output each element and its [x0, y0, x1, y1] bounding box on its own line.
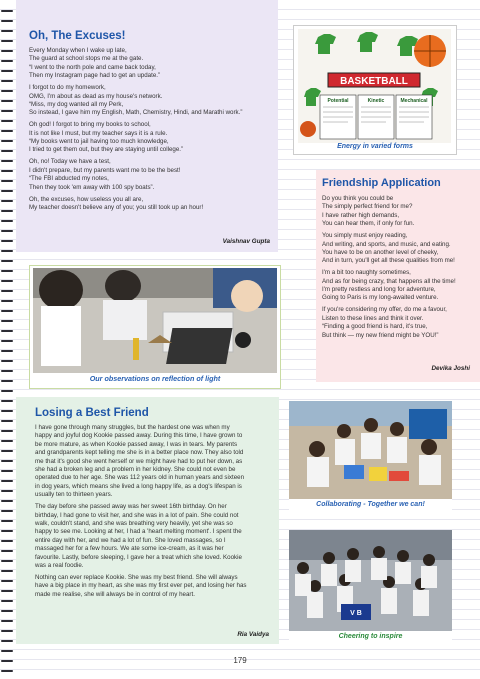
text-line: Then my Instagram page had to get an update.”	[29, 72, 161, 80]
spiral-ring	[1, 540, 13, 542]
spiral-ring	[1, 480, 13, 482]
text-line: You simply must enjoy reading,	[322, 232, 408, 240]
paragraph	[322, 232, 478, 266]
friendship-panel	[316, 170, 480, 382]
spiral-ring	[1, 620, 13, 622]
spiral-ring	[1, 590, 13, 592]
text-line: Oh god! I forgot to bring my books to school,	[29, 121, 151, 129]
spiral-ring	[1, 110, 13, 112]
losing-title: Losing a Best Friend	[35, 407, 149, 419]
reflection-photo-frame	[29, 265, 281, 389]
text-line: happy and joyful dog Kookie passed away. During this time, I have grown to	[35, 432, 243, 440]
text-line: be more mature, as when Kookie passed away, I was in tears. My parents	[35, 440, 238, 448]
spiral-ring	[1, 260, 13, 262]
spiral-ring	[1, 320, 13, 322]
page-number: 179	[233, 656, 247, 665]
cheer-photo-frame	[289, 530, 452, 646]
spiral-ring	[1, 90, 13, 92]
spiral-ring	[1, 170, 13, 172]
text-line: And in turn, you'll get all these qualities from me!	[322, 257, 455, 265]
spiral-ring	[1, 600, 13, 602]
text-line: I forgot to do my homework,	[29, 84, 106, 92]
text-line: Every Monday when I wake up late,	[29, 47, 127, 54]
text-line: The day before she passed away was her sweet 16th birthday. On her	[35, 503, 227, 511]
text-line: in dog years, which means she lived a long happy life, as a dog's lifespan is	[35, 482, 242, 490]
spiral-ring	[1, 630, 13, 632]
spiral-ring	[1, 410, 13, 412]
text-line: walk, couldn't stand, and she was breathing very heavily, yet she was so	[35, 519, 233, 527]
text-line: So instead, I gave him my English, Math, Chemistry, Hindi, and Marathi work.”	[29, 109, 243, 117]
text-line: usually ten to thirteen years.	[35, 491, 113, 499]
text-line: It is not like I must, but my teacher says it is a rule.	[29, 129, 168, 137]
spiral-ring	[1, 450, 13, 452]
text-line: I tried to get them out, but they are staying until college.”	[29, 146, 184, 154]
text-line: entire day with her, and we had a lot of fun. She loved massages, so I	[35, 536, 226, 544]
spiral-ring	[1, 340, 13, 342]
paragraph	[29, 158, 273, 192]
text-line: operated due to her age. She was 112 years old in human years and sixteen	[35, 474, 245, 482]
spiral-ring	[1, 430, 13, 432]
paragraph	[29, 121, 273, 155]
losing-story	[35, 424, 277, 603]
spiral-ring	[1, 190, 13, 192]
spiral-ring	[1, 530, 13, 532]
text-line: I'm pretty restless and long for adventure,	[322, 286, 436, 294]
poster-col1-text: Potential	[327, 98, 349, 104]
friendship-title: Friendship Application	[322, 177, 441, 189]
text-line: And as for being crazy, that happens all the time!	[322, 277, 456, 285]
paragraph	[35, 424, 277, 500]
text-line: Oh, no! Today we have a test,	[29, 158, 111, 166]
collab-students-photo	[289, 401, 452, 499]
text-line: birthday, I had gone to visit her, and she was in a lot of pain. She could not	[35, 511, 239, 519]
paragraph	[29, 84, 273, 118]
spiral-ring	[1, 370, 13, 372]
text-line: was a real foodie.	[35, 562, 84, 569]
spiral-ring	[1, 670, 13, 672]
text-line: My teacher doesn't believe any of you; you still took up an hour!	[29, 203, 204, 211]
spiral-ring	[1, 280, 13, 282]
text-line: Oh, the excuses, how useless you all are,	[29, 195, 144, 203]
spiral-ring	[1, 220, 13, 222]
spiral-ring	[1, 470, 13, 472]
text-line: happy to see me. Looking at her, I had a 'heart melting moment'. I spent the	[35, 528, 242, 536]
excuses-poem	[29, 47, 273, 216]
spiral-ring	[1, 640, 13, 642]
spiral-ring	[1, 550, 13, 552]
spiral-ring	[1, 80, 13, 82]
spiral-ring	[1, 310, 13, 312]
basketball-photo-frame	[293, 25, 457, 155]
text-line: The guard at school stops me at the gate.	[29, 55, 144, 63]
paragraph	[322, 306, 478, 340]
paragraph	[35, 574, 277, 599]
text-line: and grandparents kept telling me she is in a better place now. They also told	[35, 449, 244, 457]
spiral-ring	[1, 70, 13, 72]
spiral-ring	[1, 420, 13, 422]
collab-caption: Collaborating - Together we can!	[316, 501, 425, 508]
excuses-author: Vaishnav Gupta	[222, 238, 270, 245]
spiral-ring	[1, 130, 13, 132]
paragraph	[35, 503, 277, 570]
spiral-ring	[1, 100, 13, 102]
text-line: favourite. Lastly, before sleeping, I gave her a treat which she loved. Kookie	[35, 553, 242, 561]
spiral-ring	[1, 650, 13, 652]
losing-panel	[16, 397, 279, 644]
spiral-ring	[1, 160, 13, 162]
spiral-ring	[1, 610, 13, 612]
spiral-ring	[1, 580, 13, 582]
spiral-ring	[1, 120, 13, 122]
cheer-banner-text: V B	[350, 610, 362, 617]
text-line: “I went to the north pole and came back today,	[29, 63, 156, 71]
spiral-ring	[1, 490, 13, 492]
paragraph	[322, 269, 478, 303]
spiral-ring	[1, 380, 13, 382]
spiral-ring	[1, 350, 13, 352]
paragraph	[29, 196, 273, 213]
text-line: Nothing can ever replace Kookie. She was my best friend. She will always	[35, 573, 238, 581]
spiral-ring	[1, 460, 13, 462]
spiral-ring	[1, 300, 13, 302]
spiral-ring	[1, 210, 13, 212]
text-line: I'm a bit too naughty sometimes,	[322, 269, 411, 277]
spiral-ring	[1, 360, 13, 362]
spiral-ring	[1, 560, 13, 562]
spiral-ring	[1, 150, 13, 152]
spiral-ring	[1, 390, 13, 392]
spiral-ring	[1, 290, 13, 292]
cheer-students-photo	[289, 530, 452, 631]
excuses-panel	[16, 0, 278, 252]
losing-author: Ria Vaidya	[237, 631, 269, 638]
text-line: I have gone through many struggles, but the hardest one was when my	[35, 424, 230, 431]
text-line: she had a broken leg and a problem in her kidney. She could not even be	[35, 466, 236, 474]
friendship-poem	[322, 195, 478, 344]
reflection-caption: Our observations on reflection of light	[89, 374, 221, 383]
text-line: Listen to these lines and think it over.	[322, 314, 424, 322]
text-line: Then they took 'em away with 100 spy boats”.	[29, 183, 155, 191]
spiral-ring	[1, 20, 13, 22]
spiral-ring	[1, 510, 13, 512]
notebook-spiral-binding	[0, 0, 14, 679]
friendship-author: Devika Joshi	[431, 365, 470, 372]
text-line: me that it's good she went herself or we might have had to put her down, as	[35, 457, 243, 465]
basketball-poster-photo	[298, 29, 451, 143]
text-line: “Finding a good friend is hard, it's true,	[322, 323, 428, 331]
poster-title-text: BASKETBALL	[340, 76, 408, 87]
text-line: But think — my new friend might be YOU!”	[322, 331, 439, 339]
spiral-ring	[1, 30, 13, 32]
text-line: Do you think you could be	[322, 195, 394, 202]
spiral-ring	[1, 330, 13, 332]
text-line: OMG, I'm about as dead as my house's network.	[29, 92, 163, 100]
text-line: I have rather high demands,	[322, 211, 400, 219]
spiral-ring	[1, 440, 13, 442]
spiral-ring	[1, 570, 13, 572]
spiral-ring	[1, 140, 13, 142]
cheer-caption: Cheering to inspire	[338, 633, 403, 640]
spiral-ring	[1, 10, 13, 12]
text-line: The simply perfect friend for me?	[322, 203, 413, 211]
paragraph	[322, 195, 478, 229]
text-line: And writing, and sports, and music, and eating.	[322, 240, 451, 248]
text-line: “My books went to jail having too much knowledge,	[29, 138, 169, 146]
text-line: “Miss, my dog wanted all my Perk,	[29, 100, 124, 108]
spiral-ring	[1, 240, 13, 242]
spiral-ring	[1, 230, 13, 232]
collab-photo-frame	[289, 401, 452, 514]
spiral-ring	[1, 520, 13, 522]
text-line: I didn't prepare, but my parents want me to be the best!	[29, 166, 181, 174]
reflection-experiment-photo	[33, 268, 277, 373]
text-line: You can hear them, if only for fun.	[322, 220, 415, 228]
spiral-ring	[1, 250, 13, 252]
text-line: massaged her for a few hours. We ate some ice-cream, as it was her	[35, 545, 224, 553]
poster-col3-text: Mechanical	[400, 98, 428, 104]
spiral-ring	[1, 270, 13, 272]
poster-col2-text: Kinetic	[367, 98, 385, 104]
paragraph	[29, 47, 273, 81]
text-line: made me realise, she will always be in control of my heart.	[35, 590, 195, 598]
spiral-ring	[1, 400, 13, 402]
text-line: “The FBI abducted my notes,	[29, 175, 109, 183]
excuses-title: Oh, The Excuses!	[29, 30, 126, 42]
text-line: If you're considering my offer, do me a favour,	[322, 306, 447, 314]
spiral-ring	[1, 60, 13, 62]
spiral-ring	[1, 500, 13, 502]
spiral-ring	[1, 180, 13, 182]
text-line: You have to be on another level of cheeky,	[322, 248, 439, 256]
spiral-ring	[1, 40, 13, 42]
spiral-ring	[1, 200, 13, 202]
spiral-ring	[1, 50, 13, 52]
basketball-caption: Energy in varied forms	[337, 143, 413, 150]
text-line: have a big place in my heart, as she was my first ever pet, and losing her has	[35, 582, 247, 590]
text-line: Going to Paris is my long-awaited venture.	[322, 294, 439, 302]
